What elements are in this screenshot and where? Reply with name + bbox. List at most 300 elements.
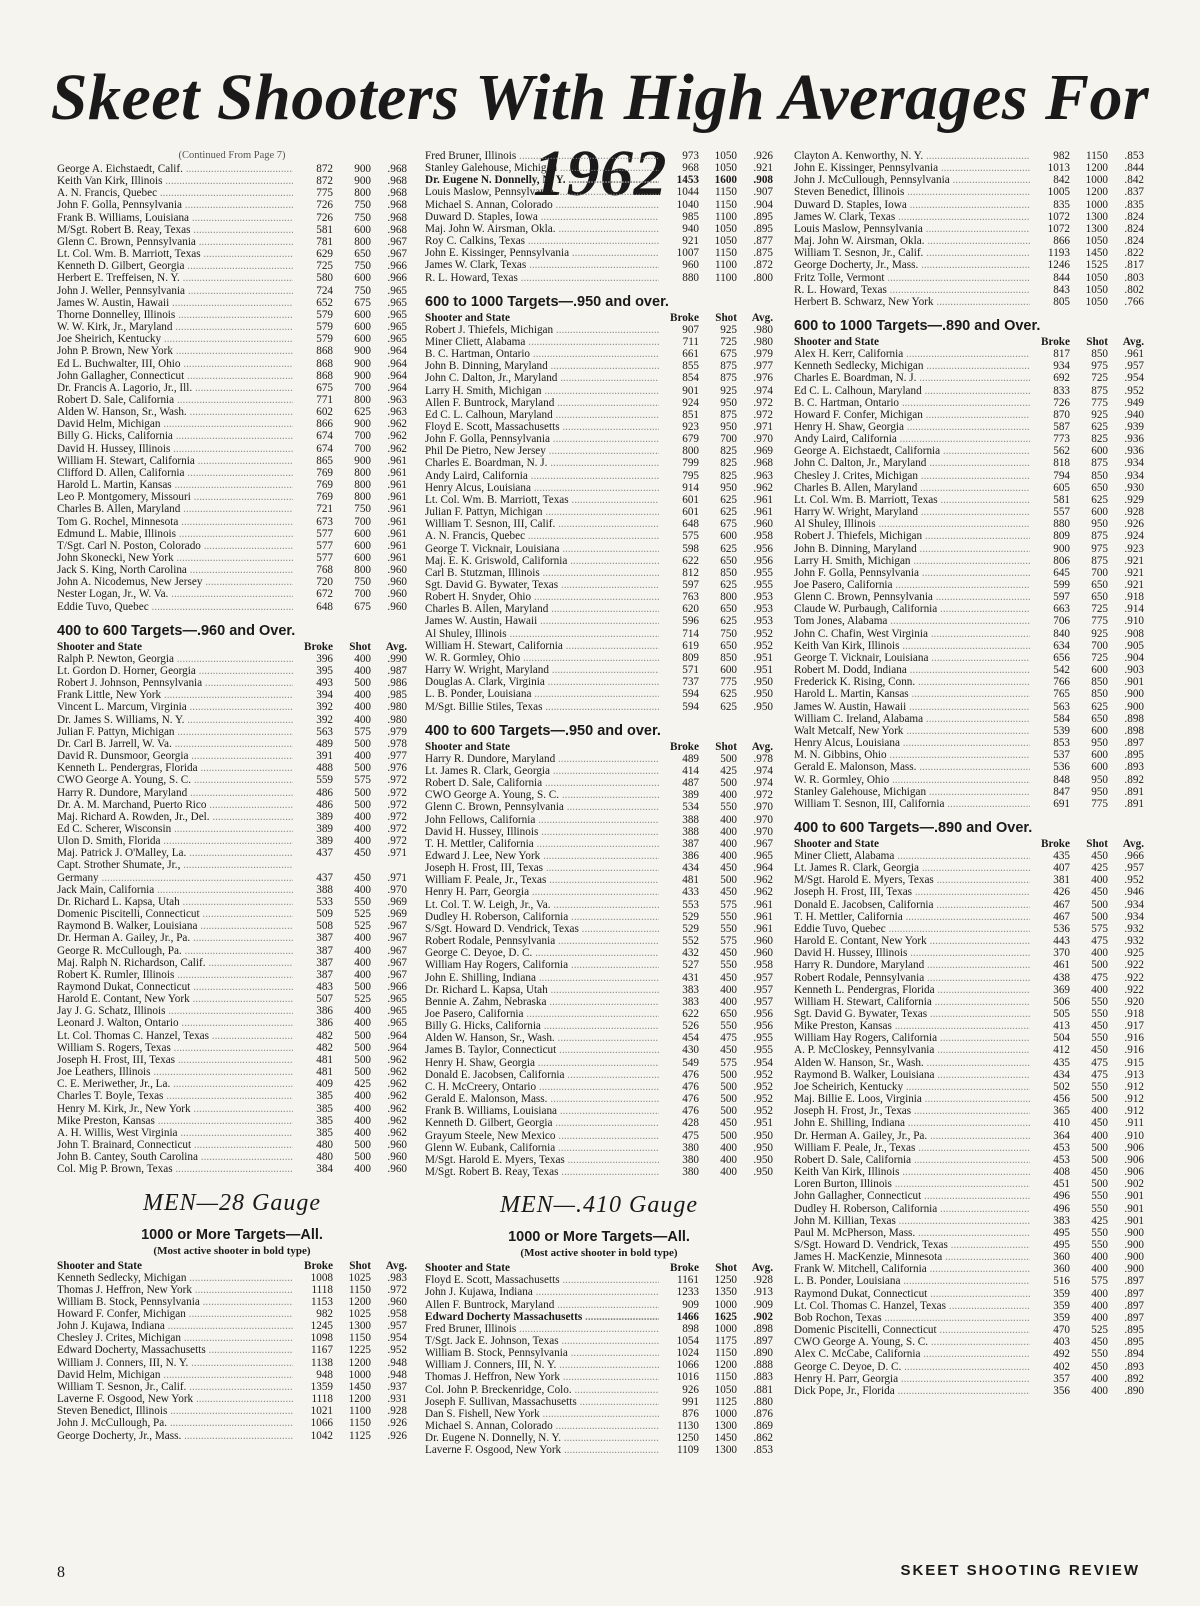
broke-value: 483: [316, 981, 333, 993]
table-row: [425, 567, 773, 579]
broke-value: 529: [682, 910, 699, 923]
avg-value: .972: [387, 835, 407, 848]
avg-value: .897: [1124, 1287, 1144, 1300]
table-row: [794, 1093, 1144, 1105]
avg-value: .900: [1124, 1238, 1144, 1251]
broke-value: 516: [1053, 1275, 1070, 1288]
broke-value: 674: [316, 430, 333, 443]
shot-value: 850: [1091, 676, 1108, 689]
broke-value: 982: [1053, 150, 1070, 162]
broke-value: 876: [682, 1407, 699, 1420]
shot-value: 875: [720, 360, 737, 373]
shot-value: 1300: [1085, 210, 1108, 223]
broke-value: 1042: [310, 1429, 333, 1442]
header-broke: Broke: [669, 311, 699, 324]
avg-value: .955: [753, 1044, 773, 1057]
shooter-name: William H. Stewart, California .....: [425, 640, 659, 652]
shooter-name: Joe Scheirich, Kentucky .....: [794, 1081, 1030, 1093]
avg-value: .964: [387, 345, 407, 358]
table-row: [794, 886, 1144, 898]
broke-value: 476: [682, 1093, 699, 1106]
broke-value: 356: [1053, 1384, 1070, 1397]
avg-value: .928: [387, 1405, 407, 1418]
header-broke: Broke: [303, 1259, 333, 1272]
avg-value: .898: [1124, 724, 1144, 737]
shooter-name: Gerald E. Malonson, Mass. .....: [425, 1093, 659, 1105]
avg-value: .960: [387, 600, 407, 613]
avg-value: .924: [1124, 530, 1144, 543]
shot-value: 800: [720, 591, 737, 604]
table-row: [425, 1117, 773, 1129]
broke-value: 868: [316, 369, 333, 382]
shooter-name: Andy Laird, California .....: [794, 433, 1030, 445]
broke-value: 794: [1053, 469, 1070, 482]
table-row: [57, 406, 407, 418]
shot-value: 550: [1091, 1348, 1108, 1361]
table-col2-sec3: [425, 753, 773, 1178]
shooter-name: Maj. Patrick J. O'Malley, La. .....: [57, 847, 293, 859]
table-row: [425, 1371, 773, 1383]
broke-value: 848: [1053, 773, 1070, 786]
shooter-name: Joe Pasero, California .....: [794, 579, 1030, 591]
table-row: [57, 872, 407, 884]
broke-value: 1072: [1047, 210, 1070, 223]
shot-value: 725: [1091, 603, 1108, 616]
shot-value: 925: [1091, 408, 1108, 421]
shot-value: 1200: [714, 1359, 737, 1372]
table-row: [57, 993, 407, 1005]
table-row: [794, 284, 1144, 296]
avg-value: .934: [1124, 469, 1144, 482]
table-row: [57, 370, 407, 382]
shooter-name: Ulon D. Smith, Florida .....: [57, 835, 293, 847]
broke-value: 868: [316, 357, 333, 370]
broke-value: 711: [682, 335, 699, 348]
shooter-name: Lt. Gordon D. Horner, Georgia .....: [57, 665, 293, 677]
section-heading: 400 to 600 Targets—.950 and over.: [425, 722, 661, 739]
shot-value: 1050: [714, 1383, 737, 1396]
broke-value: 407: [1053, 862, 1070, 875]
table-row: [425, 1166, 773, 1178]
broke-value: 663: [1053, 603, 1070, 616]
broke-value: 383: [1053, 1214, 1070, 1227]
shooter-name: T/Sgt. Carl N. Poston, Colorado .....: [57, 540, 293, 552]
shot-value: 600: [720, 664, 737, 677]
shot-value: 400: [354, 1102, 371, 1115]
shooter-name: Robert K. Rumler, Illinois .....: [57, 969, 293, 981]
table-row: [57, 835, 407, 847]
avg-value: .957: [1124, 862, 1144, 875]
avg-value: .903: [1124, 664, 1144, 677]
shot-value: 1150: [349, 1417, 371, 1430]
shot-value: 875: [1091, 554, 1108, 567]
broke-value: 1016: [676, 1371, 699, 1384]
table-row: [794, 1263, 1144, 1275]
shooter-name: Domenic Piscitelli, Connecticut .....: [57, 908, 293, 920]
shooter-name: Loren Burton, Illinois .....: [794, 1178, 1030, 1190]
shooter-name: B. C. Hartman, Ontario .....: [425, 348, 659, 360]
broke-value: 768: [316, 564, 333, 577]
avg-value: .966: [387, 981, 407, 993]
shot-value: 400: [1091, 1384, 1108, 1397]
avg-value: .803: [1124, 271, 1144, 284]
shot-value: 400: [354, 810, 371, 823]
table-row: [794, 1361, 1144, 1373]
shot-value: 400: [1091, 983, 1108, 996]
avg-value: .913: [1124, 1068, 1144, 1081]
shot-value: 400: [1091, 1263, 1108, 1276]
header-broke: Broke: [1040, 336, 1070, 349]
table-row: [57, 443, 407, 455]
table-row: [57, 1284, 407, 1296]
shot-value: 1050: [1085, 283, 1108, 296]
shooter-name: George Docherty, Jr., Mass. .....: [794, 259, 1030, 271]
shooter-name: Andy Laird, California .....: [425, 470, 659, 482]
header-shot: Shot: [349, 640, 371, 653]
header-name: Shooter and State: [425, 1262, 510, 1275]
avg-value: .961: [387, 479, 407, 492]
table-row: [425, 1335, 773, 1347]
avg-value: .766: [1124, 295, 1144, 308]
header-name: Shooter and State: [794, 336, 879, 349]
broke-value: 435: [1053, 1056, 1070, 1069]
avg-value: .969: [387, 908, 407, 921]
shooter-name: A. H. Willis, West Virginia .....: [57, 1127, 293, 1139]
section-subnote: (Most active shooter in bold type): [153, 1244, 311, 1257]
avg-value: .950: [753, 1153, 773, 1166]
shot-value: 500: [1091, 1093, 1108, 1106]
broke-value: 1245: [310, 1320, 333, 1333]
broke-value: 1153: [311, 1295, 333, 1308]
broke-value: 437: [316, 871, 333, 884]
avg-value: .955: [753, 566, 773, 579]
avg-value: .970: [753, 813, 773, 826]
table-row: [425, 543, 773, 555]
shooter-name: John M. Killian, Texas .....: [794, 1215, 1030, 1227]
table-row: [425, 470, 773, 482]
table-row: [57, 653, 407, 665]
section-subnote: (Most active shooter in bold type): [520, 1247, 678, 1260]
shot-value: 750: [354, 260, 371, 273]
table-row: [794, 259, 1144, 271]
broke-value: 847: [1053, 785, 1070, 798]
broke-value: 388: [316, 883, 333, 896]
shot-value: 725: [1091, 651, 1108, 664]
shot-value: 400: [354, 1126, 371, 1139]
avg-value: .976: [753, 372, 773, 385]
broke-value: 381: [1053, 874, 1070, 887]
shot-value: 775: [720, 676, 737, 689]
table-row: [57, 811, 407, 823]
publication-name: SKEET SHOOTING REVIEW: [900, 1562, 1140, 1579]
shot-value: 450: [720, 947, 737, 960]
avg-value: .939: [1124, 420, 1144, 433]
broke-value: 454: [682, 1032, 699, 1045]
shooter-name: Sgt. David G. Bywater, Texas .....: [425, 579, 659, 591]
broke-value: 557: [1053, 506, 1070, 519]
broke-value: 387: [316, 944, 333, 957]
shot-value: 500: [354, 1029, 371, 1042]
avg-value: .990: [387, 652, 407, 665]
avg-value: .922: [1124, 971, 1144, 984]
table-row: [794, 1385, 1144, 1397]
table-row: [57, 847, 407, 859]
table-row: [794, 713, 1144, 725]
shooter-name: Jay J. G. Schatz, Illinois .....: [57, 1005, 293, 1017]
shot-value: 1100: [715, 259, 737, 272]
shooter-name: William C. Ireland, Alabama .....: [794, 713, 1030, 725]
shot-value: 850: [1091, 469, 1108, 482]
avg-value: .970: [753, 433, 773, 446]
shot-value: 550: [720, 959, 737, 972]
avg-value: .960: [387, 564, 407, 577]
table-row: [794, 911, 1144, 923]
shooter-name: John B. Dinning, Maryland .....: [794, 543, 1030, 555]
table-row: [425, 1311, 773, 1323]
table-row: [57, 1066, 407, 1078]
avg-value: .802: [1124, 283, 1144, 296]
shot-value: 750: [354, 211, 371, 224]
broke-value: 795: [682, 469, 699, 482]
avg-value: .916: [1124, 1044, 1144, 1057]
broke-value: 1098: [310, 1332, 333, 1345]
shot-value: 700: [354, 442, 371, 455]
table-row: [794, 1324, 1144, 1336]
shot-value: 975: [1091, 542, 1108, 555]
avg-value: .898: [753, 1322, 773, 1335]
broke-value: 769: [316, 466, 333, 479]
shooter-name: Maj. John W. Airsman, Okla. .....: [425, 223, 659, 235]
column-headers: [425, 312, 773, 324]
table-row: [794, 628, 1144, 640]
avg-value: .972: [387, 1283, 407, 1296]
broke-value: 1024: [676, 1347, 699, 1360]
table-row: [57, 884, 407, 896]
avg-value: .962: [387, 430, 407, 443]
avg-value: .952: [753, 639, 773, 652]
broke-value: 923: [682, 420, 699, 433]
broke-value: 495: [1053, 1238, 1070, 1251]
broke-value: 817: [1053, 348, 1070, 361]
broke-value: 386: [316, 1005, 333, 1018]
shot-value: 675: [720, 348, 737, 361]
avg-value: .983: [387, 1271, 407, 1284]
broke-value: 812: [682, 566, 699, 579]
broke-value: 724: [316, 284, 333, 297]
shooter-name: Raymond B. Walker, Louisiana .....: [794, 1069, 1030, 1081]
shooter-name: John J. Weller, Pennsylvania .....: [57, 285, 293, 297]
shooter-name: Leonard J. Walton, Ontario .....: [57, 1017, 293, 1029]
avg-value: .966: [1124, 849, 1144, 862]
broke-value: 385: [316, 1126, 333, 1139]
shot-value: 450: [1091, 1360, 1108, 1373]
shooter-name: Robert M. Dodd, Indiana .....: [794, 664, 1030, 676]
broke-value: 1233: [676, 1286, 699, 1299]
avg-value: .872: [753, 259, 773, 272]
shooter-name: M/Sgt. Robert B. Reay, Texas .....: [425, 1166, 659, 1178]
broke-value: 394: [316, 689, 333, 702]
broke-value: 675: [316, 381, 333, 394]
table-row: [57, 187, 407, 199]
shot-value: 550: [720, 1020, 737, 1033]
shot-value: 1450: [348, 1380, 371, 1393]
broke-value: 559: [316, 774, 333, 787]
shooter-name: Jack S. King, North Carolina .....: [57, 564, 293, 576]
avg-value: .965: [387, 308, 407, 321]
shooter-name: Steven Benedict, Illinois .....: [57, 1405, 293, 1417]
table-row: [57, 212, 407, 224]
avg-value: .824: [1124, 235, 1144, 248]
table-row: [425, 162, 773, 174]
avg-value: .824: [1124, 210, 1144, 223]
shooter-name: Thomas J. Heffron, New York .....: [57, 1284, 293, 1296]
table-row: [57, 1405, 407, 1417]
avg-value: .960: [387, 576, 407, 589]
table-row: [425, 1069, 773, 1081]
shot-value: 450: [354, 871, 371, 884]
shooter-name: Miner Cliett, Alabama .....: [794, 850, 1030, 862]
avg-value: .950: [753, 688, 773, 701]
shot-value: 1000: [1085, 174, 1108, 187]
avg-value: .928: [753, 1274, 773, 1287]
avg-value: .951: [753, 651, 773, 664]
header-avg: Avg.: [751, 311, 773, 324]
avg-value: .917: [1124, 1020, 1144, 1033]
shooter-name: Robert Rodale, Pennsylvania .....: [425, 935, 659, 947]
avg-value: .948: [387, 1368, 407, 1381]
shot-value: 450: [1091, 1020, 1108, 1033]
shot-value: 650: [720, 639, 737, 652]
table-row: [57, 1139, 407, 1151]
shot-value: 850: [720, 566, 737, 579]
shot-value: 600: [354, 539, 371, 552]
table-row: [425, 1408, 773, 1420]
avg-value: .893: [1124, 1360, 1144, 1373]
shot-value: 1050: [1085, 271, 1108, 284]
broke-value: 493: [316, 677, 333, 690]
shooter-name: James W. Austin, Hawaii .....: [794, 701, 1030, 713]
avg-value: .824: [1124, 222, 1144, 235]
shooter-name: Maj. E. K. Griswold, California .....: [425, 555, 659, 567]
table-row: [425, 1020, 773, 1032]
avg-value: .961: [753, 898, 773, 911]
shot-value: 575: [1091, 922, 1108, 935]
shot-value: 1200: [348, 1295, 371, 1308]
broke-value: 360: [1053, 1263, 1070, 1276]
shooter-name: James W. Clark, Texas .....: [794, 211, 1030, 223]
table-row: [425, 777, 773, 789]
avg-value: .963: [387, 393, 407, 406]
avg-value: .916: [1124, 1032, 1144, 1045]
shot-value: 500: [720, 874, 737, 887]
avg-value: .902: [753, 1310, 773, 1323]
shot-value: 400: [354, 689, 371, 702]
avg-value: .907: [753, 186, 773, 199]
avg-value: .962: [387, 1078, 407, 1091]
broke-value: 909: [682, 1298, 699, 1311]
shooter-name: Howard F. Confer, Michigan .....: [794, 409, 1030, 421]
header-avg: Avg.: [1122, 336, 1144, 349]
shooter-name: William H. Stewart, California .....: [57, 455, 293, 467]
avg-value: .934: [1124, 898, 1144, 911]
table-row: [57, 333, 407, 345]
broke-value: 579: [316, 321, 333, 334]
broke-value: 914: [682, 481, 699, 494]
shot-value: 1050: [1085, 235, 1108, 248]
avg-value: .962: [387, 1090, 407, 1103]
shooter-name: Walt Metcalf, New York .....: [794, 725, 1030, 737]
table-row: [57, 665, 407, 677]
shot-value: 450: [1091, 886, 1108, 899]
shooter-name: David Helm, Michigan .....: [57, 1369, 293, 1381]
shot-value: 1200: [348, 1393, 371, 1406]
table-row: [794, 223, 1144, 235]
avg-value: .967: [387, 932, 407, 945]
avg-value: .932: [1124, 935, 1144, 948]
broke-value: 434: [1053, 1068, 1070, 1081]
table-row: [425, 615, 773, 627]
broke-value: 432: [682, 947, 699, 960]
shot-value: 1050: [714, 150, 737, 162]
avg-value: .980: [387, 701, 407, 714]
broke-value: 467: [1053, 898, 1070, 911]
broke-value: 835: [1053, 198, 1070, 211]
avg-value: .961: [753, 506, 773, 519]
shooter-name: Henry H. Parr, Georgia .....: [425, 886, 659, 898]
shooter-name: Edmund L. Mabie, Illinois .....: [57, 528, 293, 540]
avg-value: .972: [387, 798, 407, 811]
avg-value: .967: [387, 248, 407, 261]
shooter-name: Dr. Francis A. Lagorio, Jr., Ill. .....: [57, 382, 293, 394]
shot-value: 400: [354, 968, 371, 981]
broke-value: 431: [682, 971, 699, 984]
avg-value: .968: [387, 175, 407, 188]
shooter-name: Glenn C. Brown, Pennsylvania .....: [425, 801, 659, 813]
shooter-name: Keith Van Kirk, Illinois .....: [794, 640, 1030, 652]
table-row: [794, 1203, 1144, 1215]
table-row: [57, 1344, 407, 1356]
broke-value: 412: [1053, 1044, 1070, 1057]
shot-value: 800: [354, 564, 371, 577]
broke-value: 408: [1053, 1166, 1070, 1179]
broke-value: 410: [1053, 1117, 1070, 1130]
shooter-name: Domenic Piscitelli, Connecticut .....: [794, 1324, 1030, 1336]
broke-value: 982: [316, 1307, 333, 1320]
broke-value: 692: [1053, 372, 1070, 385]
shot-value: 875: [720, 408, 737, 421]
shot-value: 550: [1091, 1226, 1108, 1239]
shooter-name: Thorne Donnelley, Illinois .....: [57, 309, 293, 321]
avg-value: .977: [753, 360, 773, 373]
shot-value: 550: [720, 910, 737, 923]
avg-value: .978: [753, 752, 773, 765]
broke-value: 1066: [676, 1359, 699, 1372]
column-headers: [425, 1262, 773, 1274]
shot-value: 550: [1091, 1202, 1108, 1215]
table-row: [425, 765, 773, 777]
broke-value: 926: [682, 1383, 699, 1396]
table-men28: [57, 1272, 407, 1442]
table-col2-top: [425, 150, 773, 284]
table-row: [794, 530, 1144, 542]
shot-value: 800: [354, 466, 371, 479]
shooter-name: William J. Conners, III, N. Y. .....: [57, 1357, 293, 1369]
header-avg: Avg.: [1122, 837, 1144, 850]
column-headers: [794, 336, 1144, 348]
shooter-name: R. L. Howard, Texas .....: [794, 284, 1030, 296]
avg-value: .961: [387, 454, 407, 467]
broke-value: 948: [316, 1368, 333, 1381]
